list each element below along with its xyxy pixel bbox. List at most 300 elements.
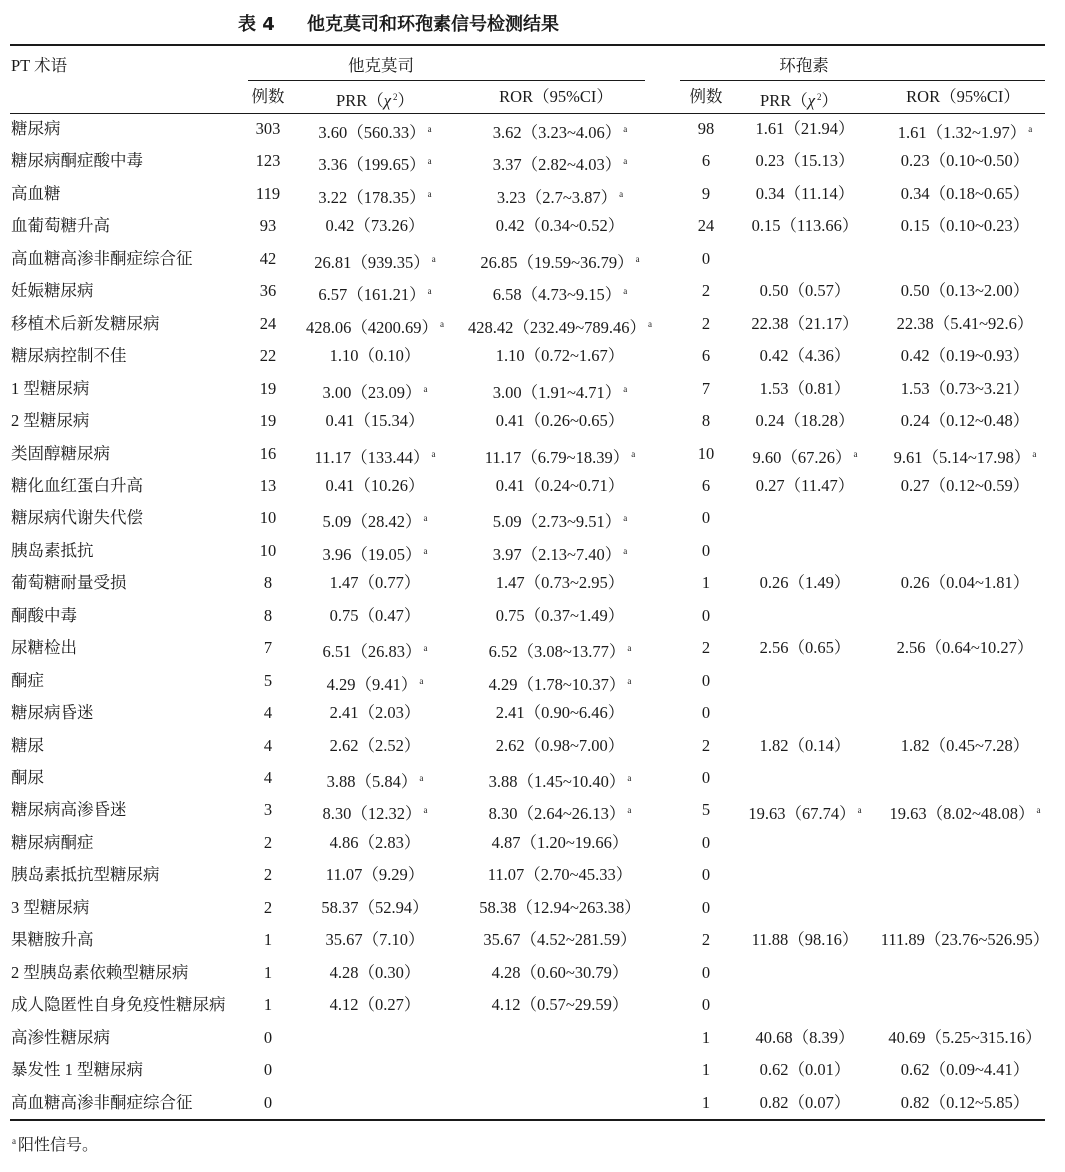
cyclosporine-count-cell [702, 703, 710, 723]
cell-value: 36 [259, 281, 277, 301]
cell-value: 10 [259, 540, 277, 560]
cyclosporine-prr-cell [751, 314, 858, 334]
tacrolimus-ror-cell [489, 800, 632, 824]
chi-symbol: χ [383, 91, 391, 110]
cell-value: 2.62（2.52） [329, 735, 421, 755]
cell-value: 1.82（0.45~7.28） [900, 735, 1030, 755]
tacrolimus-count-cell [260, 411, 277, 431]
positive-signal-mark: a [623, 286, 628, 297]
cyclosporine-count-cell [698, 119, 715, 139]
tacrolimus-ror-cell [492, 963, 629, 983]
positive-signal-mark: a [627, 805, 632, 816]
cell-value: 4 [263, 703, 273, 723]
cell-value: 酮症 [11, 670, 44, 690]
cyclosporine-count-cell [702, 346, 710, 366]
cyclosporine-count-cell [702, 995, 710, 1015]
cyclosporine-ror-cell [901, 151, 1030, 171]
cell-value: 4.12（0.57~29.59） [491, 995, 629, 1015]
cell-value: 2.56（0.65） [759, 638, 851, 658]
tacrolimus-count-cell [260, 508, 277, 528]
cell-value: 10 [259, 508, 277, 528]
cell-value: 0.34（11.14） [755, 183, 855, 203]
cell-value: 8.30（2.64~26.13） [488, 804, 626, 824]
term-cell [11, 119, 61, 139]
positive-signal-mark: a [423, 545, 428, 556]
tacrolimus-count-cell [264, 638, 272, 658]
tacrolimus-ror-cell [497, 184, 623, 208]
cell-value: 6.58（4.73~9.15） [492, 285, 622, 305]
tacrolimus-ror-cell [496, 573, 625, 593]
cell-value: 4.28（0.60~30.79） [491, 962, 629, 982]
cell-value: 0 [701, 670, 711, 690]
tacrolimus-prr-cell [330, 736, 421, 756]
cell-value: 胰岛素抵抗型糖尿病 [11, 865, 160, 885]
cell-value: 1 [263, 995, 273, 1015]
tacrolimus-ror-cell [489, 671, 632, 695]
term-cell [11, 995, 226, 1015]
cell-value: 8 [263, 573, 273, 593]
term-cell [11, 736, 44, 756]
tacrolimus-prr-cell [326, 865, 424, 885]
tacrolimus-prr-cell [330, 346, 421, 366]
cell-value: 4.12（0.27） [329, 995, 421, 1015]
tacrolimus-ror-cell [489, 638, 632, 662]
cyclosporine-ror-cell [901, 346, 1030, 366]
header-cyclosporine: 环孢素 [779, 56, 829, 75]
tacrolimus-ror-cell [496, 606, 625, 626]
tacrolimus-prr-cell [326, 411, 425, 431]
header-cyclosporine-ror: ROR（95%CI） [906, 87, 1020, 106]
cyclosporine-prr-cell [748, 800, 861, 824]
cell-value: 0.23（0.10~0.50） [900, 151, 1030, 171]
table-number: 表 4 [238, 14, 275, 35]
positive-signal-mark: a [648, 318, 653, 329]
prr-close: ） [821, 91, 838, 110]
tacrolimus-prr-cell [330, 703, 421, 723]
cell-value: 1.10（0.10） [329, 346, 421, 366]
cell-value: 1.10（0.72~1.67） [495, 346, 625, 366]
cell-value: 3.36（199.65） [318, 155, 426, 175]
cell-value: 0 [701, 995, 711, 1015]
cell-value: 糖尿 [11, 735, 44, 755]
cyclosporine-prr-cell [760, 1060, 851, 1080]
tacrolimus-prr-cell [318, 151, 431, 175]
cell-value: 1 [701, 1027, 711, 1047]
tacrolimus-prr-cell [323, 541, 428, 565]
cell-value: 0.42（0.34~0.52） [495, 216, 625, 236]
cell-value: 5.09（2.73~9.51） [492, 512, 622, 532]
term-cell [11, 216, 110, 236]
cell-value: 0.41（15.34） [325, 411, 425, 431]
cell-value: 酮尿 [11, 768, 44, 787]
cyclosporine-count-cell [702, 314, 710, 334]
cyclosporine-ror-cell [901, 216, 1030, 236]
cell-value: 119 [255, 183, 281, 203]
cyclosporine-ror-cell [898, 119, 1033, 143]
cell-value: 1 [701, 1092, 711, 1112]
cell-value: 0 [701, 865, 711, 885]
cell-value: 0.82（0.12~5.85） [900, 1092, 1030, 1112]
positive-signal-mark: a [427, 124, 432, 134]
cell-value: 4.86（2.83） [329, 832, 421, 852]
cell-value: 0 [263, 1027, 273, 1047]
positive-signal-mark: a [1028, 124, 1033, 134]
positive-signal-mark: a [623, 545, 628, 556]
tacrolimus-ror-cell [496, 476, 625, 496]
cyclosporine-count-cell [702, 606, 710, 626]
tacrolimus-ror-cell [479, 898, 641, 918]
cell-value: 6.57（161.21） [318, 285, 426, 305]
cell-value: 6 [701, 346, 711, 366]
cyclosporine-count-cell [702, 151, 710, 171]
cell-value: 6 [701, 475, 711, 495]
tacrolimus-count-cell [260, 346, 277, 366]
tacrolimus-ror-cell [496, 703, 625, 723]
cell-value: 42 [259, 248, 277, 268]
cyclosporine-prr-cell [756, 119, 855, 139]
tacrolimus-prr-cell [318, 119, 431, 143]
cell-value: 0.24（0.12~0.48） [900, 411, 1030, 431]
cell-value: 2 [263, 897, 273, 917]
tacrolimus-ror-cell [485, 444, 635, 468]
cell-value: 2 [701, 281, 711, 301]
tacrolimus-prr-cell [318, 281, 431, 305]
cell-value: 4 [263, 735, 273, 755]
cyclosporine-count-cell [702, 508, 710, 528]
cell-value: 3.00（1.91~4.71） [492, 382, 622, 402]
cell-value: 4.28（0.30） [329, 962, 421, 982]
cell-value: 1 [701, 573, 711, 593]
cell-value: 3.97（2.13~7.40） [492, 544, 622, 564]
tacrolimus-count-cell [264, 573, 272, 593]
term-cell [11, 963, 188, 983]
cell-value: 1.47（0.77） [329, 573, 421, 593]
cell-value: 22.38（5.41~92.6） [896, 313, 1034, 333]
cell-value: 6.51（26.83） [322, 642, 422, 662]
cell-value: 4.29（9.41） [326, 674, 418, 694]
cell-value: 糖尿病酮症酸中毒 [11, 151, 143, 171]
cyclosporine-prr-cell [760, 281, 851, 301]
cell-value: 成人隐匿性自身免疫性糖尿病 [11, 995, 226, 1015]
cell-value: 428.06（4200.69） [306, 317, 438, 337]
tacrolimus-ror-cell [496, 216, 625, 236]
cyclosporine-prr-cell [760, 346, 851, 366]
header-tacrolimus: 他克莫司 [348, 56, 414, 75]
cell-value: 0 [701, 768, 711, 787]
cell-value: 0 [263, 1092, 273, 1112]
cyclosporine-count-cell [702, 1028, 710, 1048]
cyclosporine-count-cell [698, 444, 715, 464]
tacrolimus-count-cell [260, 379, 277, 399]
chi-symbol: χ [807, 91, 815, 110]
cyclosporine-count-cell [702, 541, 710, 561]
cell-value: 4.29（1.78~10.37） [488, 674, 626, 694]
cell-value: 0 [701, 962, 711, 982]
term-cell [11, 865, 160, 885]
cyclosporine-ror-cell [901, 736, 1030, 756]
tacrolimus-ror-cell [493, 119, 628, 143]
header-tacrolimus-prr [336, 87, 414, 111]
cell-value: 24 [259, 313, 277, 333]
header-term: PT 术语 [11, 56, 68, 75]
cyclosporine-ror-cell [894, 444, 1037, 468]
positive-signal-mark: a [423, 643, 428, 654]
term-cell [11, 184, 61, 204]
cell-value: 3.96（19.05） [322, 544, 422, 564]
tacrolimus-prr-cell [326, 216, 425, 236]
term-cell [11, 151, 143, 171]
cell-value: 2.41（2.03） [329, 703, 421, 723]
cell-value: 2 [263, 865, 273, 885]
prr-label: PRR（ [760, 91, 808, 110]
cell-value: 0.75（0.37~1.49） [495, 605, 625, 625]
cell-value: 糖尿病 [11, 119, 61, 138]
cyclosporine-prr-cell [760, 573, 851, 593]
cell-value: 0 [701, 703, 711, 723]
term-cell [11, 703, 94, 723]
positive-signal-mark: a [631, 448, 636, 459]
positive-signal-mark: a [419, 773, 424, 783]
prr-label: PRR（ [336, 91, 384, 110]
cell-value: 7 [701, 378, 711, 398]
chi-superscript: 2 [816, 92, 822, 102]
positive-signal-mark: a [1032, 448, 1037, 459]
cell-value: 24 [697, 216, 715, 236]
cyclosporine-count-cell [702, 930, 710, 950]
cell-value: 0.42（4.36） [759, 346, 851, 366]
cell-value: 19.63（67.74） [748, 804, 856, 824]
cell-value: 0.24（18.28） [755, 411, 855, 431]
cell-value: 0.41（0.24~0.71） [495, 475, 625, 495]
positive-signal-mark: a [623, 383, 628, 394]
tacrolimus-count-cell [264, 1093, 272, 1113]
cyclosporine-prr-cell [756, 476, 854, 496]
tacrolimus-count-cell [260, 314, 277, 334]
cell-value: 高血糖 [11, 183, 61, 203]
cell-value: 0 [701, 832, 711, 852]
cell-value: 1.53（0.73~3.21） [900, 378, 1030, 398]
positive-signal-mark: a [440, 318, 444, 329]
term-cell [11, 411, 89, 431]
tacrolimus-prr-cell [326, 930, 425, 950]
cell-value: 糖尿病代谢失代偿 [11, 508, 143, 528]
cell-value: 糖化血红蛋白升高 [11, 475, 143, 495]
tacrolimus-count-cell [264, 930, 272, 950]
cell-value: 胰岛素抵抗 [11, 540, 94, 560]
cell-value: 1.61（1.32~1.97） [897, 123, 1027, 142]
cell-value: 0.34（0.18~0.65） [900, 183, 1030, 203]
cyclosporine-prr-cell [760, 379, 851, 399]
cell-value: 0 [263, 1060, 273, 1080]
cell-value: 葡萄糖耐量受损 [11, 573, 127, 593]
cell-value: 0.26（1.49） [759, 573, 851, 593]
cell-value: 111.89（23.76~526.95） [880, 930, 1050, 950]
cell-value: 5 [263, 670, 273, 690]
cyclosporine-count-cell [702, 379, 710, 399]
tacrolimus-count-cell [264, 898, 272, 918]
tacrolimus-ror-cell [492, 833, 629, 853]
term-cell [11, 346, 127, 366]
term-cell [11, 930, 94, 950]
cell-value: 9.60（67.26） [752, 447, 852, 467]
cyclosporine-count-cell [702, 898, 710, 918]
tacrolimus-ror-cell [483, 930, 636, 950]
cell-value: 16 [259, 443, 277, 463]
cell-value: 2.41（0.90~6.46） [495, 703, 625, 723]
cell-value: 8.30（12.32） [322, 804, 422, 824]
cell-value: 0.50（0.13~2.00） [900, 281, 1030, 301]
cyclosporine-count-cell [702, 671, 710, 691]
cell-value: 高血糖高渗非酮症综合征 [11, 248, 193, 268]
cell-value: 0 [701, 897, 711, 917]
cyclosporine-count-cell [702, 833, 710, 853]
tacrolimus-ror-cell [496, 736, 625, 756]
cell-value: 6.52（3.08~13.77） [488, 642, 626, 662]
cyclosporine-prr-cell [753, 444, 858, 468]
tacrolimus-prr-cell [323, 638, 428, 662]
positive-signal-mark: a [431, 253, 436, 264]
positive-signal-mark: a [635, 253, 640, 264]
cell-value: 2 [701, 638, 711, 658]
positive-signal-mark: a [627, 773, 632, 783]
cell-value: 13 [259, 475, 277, 495]
cell-value: 9.61（5.14~17.98） [893, 447, 1031, 467]
cell-value: 0 [701, 508, 711, 528]
cell-value: 0.62（0.09~4.41） [900, 1060, 1030, 1080]
cell-value: 19 [259, 378, 277, 398]
cell-value: 妊娠糖尿病 [11, 281, 94, 301]
tacrolimus-prr-cell [327, 671, 424, 695]
cyclosporine-ror-cell [901, 184, 1030, 204]
tacrolimus-ror-cell [468, 314, 652, 338]
tacrolimus-prr-cell [323, 800, 428, 824]
cyclosporine-prr-cell [760, 638, 851, 658]
tacrolimus-prr-cell [330, 963, 421, 983]
term-cell [11, 281, 94, 301]
cell-value: 3 型糖尿病 [11, 897, 90, 917]
cell-value: 428.42（232.49~789.46） [467, 317, 647, 337]
term-cell [11, 1060, 143, 1080]
term-cell [11, 508, 143, 528]
cell-value: 19.63（8.02~48.08） [889, 804, 1035, 824]
cell-value: 5.09（28.42） [322, 512, 422, 532]
tacrolimus-count-cell [264, 768, 272, 788]
term-cell [11, 444, 110, 464]
bottom-rule [10, 1119, 1045, 1121]
cyclosporine-ror-cell [901, 1060, 1030, 1080]
cell-value: 2 型糖尿病 [11, 411, 90, 431]
cyclosporine-ror-cell [901, 281, 1030, 301]
tacrolimus-ror-cell [489, 768, 632, 792]
cell-value: 0.15（0.10~0.23） [900, 216, 1030, 236]
tacrolimus-ror-cell [493, 508, 628, 532]
tacrolimus-count-cell [256, 151, 281, 171]
tacrolimus-count-cell [264, 1060, 272, 1080]
term-cell [11, 573, 127, 593]
tacrolimus-ror-cell [493, 151, 628, 175]
cell-value: 0.23（15.13） [755, 151, 855, 171]
cell-value: 0 [701, 605, 711, 625]
cell-value: 0.41（0.26~0.65） [495, 411, 625, 431]
cell-value: 3.00（23.09） [322, 382, 422, 402]
term-cell [11, 249, 193, 269]
positive-signal-mark: a [427, 156, 432, 167]
cyclosporine-prr-cell [752, 216, 859, 236]
cell-value: 11.17（133.44） [314, 447, 430, 467]
cell-value: 2 [701, 735, 711, 755]
cyclosporine-count-cell [702, 1093, 710, 1113]
cell-value: 0.42（73.26） [325, 216, 425, 236]
tacrolimus-prr-cell [323, 508, 428, 532]
term-cell [11, 898, 89, 918]
cell-value: 58.38（12.94~263.38） [479, 897, 641, 917]
cell-value: 5 [701, 800, 711, 820]
term-cell [11, 606, 77, 626]
header-tacrolimus-ror: ROR（95%CI） [499, 87, 613, 106]
tacrolimus-prr-cell [318, 184, 431, 208]
positive-signal-mark: a [427, 286, 432, 297]
tacrolimus-prr-cell [315, 444, 436, 468]
tacrolimus-count-cell [256, 119, 281, 139]
cell-value: 35.67（4.52~281.59） [483, 930, 637, 950]
tacrolimus-count-cell [260, 541, 277, 561]
term-cell [11, 1028, 110, 1048]
cyclosporine-count-cell [702, 476, 710, 496]
cyclosporine-prr-cell [756, 151, 855, 171]
cell-value: 6 [701, 151, 711, 171]
cyclosporine-ror-cell [901, 573, 1030, 593]
positive-signal-mark: a [1036, 805, 1041, 816]
tacrolimus-ror-cell [496, 411, 625, 431]
table-caption [0, 10, 1065, 36]
prr-close: ） [397, 91, 414, 110]
cell-value: 2 [263, 832, 273, 852]
cell-value: 40.69（5.25~315.16） [888, 1027, 1042, 1047]
cyclosporine-ror-cell [901, 379, 1030, 399]
cell-value: 11.07（9.29） [325, 865, 425, 885]
cell-value: 0.26（0.04~1.81） [900, 573, 1030, 593]
cell-value: 血葡萄糖升高 [11, 216, 110, 236]
tacrolimus-count-cell [260, 476, 277, 496]
cell-value: 类固醇糖尿病 [11, 443, 110, 463]
cell-value: 26.85（19.59~36.79） [480, 252, 634, 272]
footnote-text: 阳性信号。 [18, 1137, 99, 1154]
cell-value: 303 [255, 119, 281, 138]
tacrolimus-count-cell [256, 184, 280, 204]
cell-value: 7 [263, 638, 273, 658]
cell-value: 8 [263, 605, 273, 625]
header-cyclosporine-count: 例数 [689, 87, 723, 106]
cell-value: 1.53（0.81） [759, 378, 851, 398]
cyclosporine-count-cell [702, 184, 710, 204]
cell-value: 糖尿病控制不佳 [11, 346, 127, 366]
cell-value: 98 [697, 119, 715, 138]
positive-signal-mark: a [857, 805, 862, 816]
cell-value: 4.87（1.20~19.66） [491, 832, 629, 852]
cell-value: 3.60（560.33） [318, 123, 426, 142]
term-cell [11, 379, 89, 399]
cyclosporine-count-cell [698, 216, 715, 236]
positive-signal-mark: a [431, 448, 436, 459]
tacrolimus-ror-cell [480, 249, 639, 273]
term-cell [11, 671, 44, 691]
positive-signal-mark: a [853, 448, 858, 459]
cyclosporine-group-rule [680, 80, 1045, 81]
cell-value: 2.56（0.64~10.27） [896, 638, 1034, 658]
cyclosporine-ror-cell [901, 476, 1030, 496]
top-rule [10, 44, 1045, 46]
cyclosporine-count-cell [702, 638, 710, 658]
